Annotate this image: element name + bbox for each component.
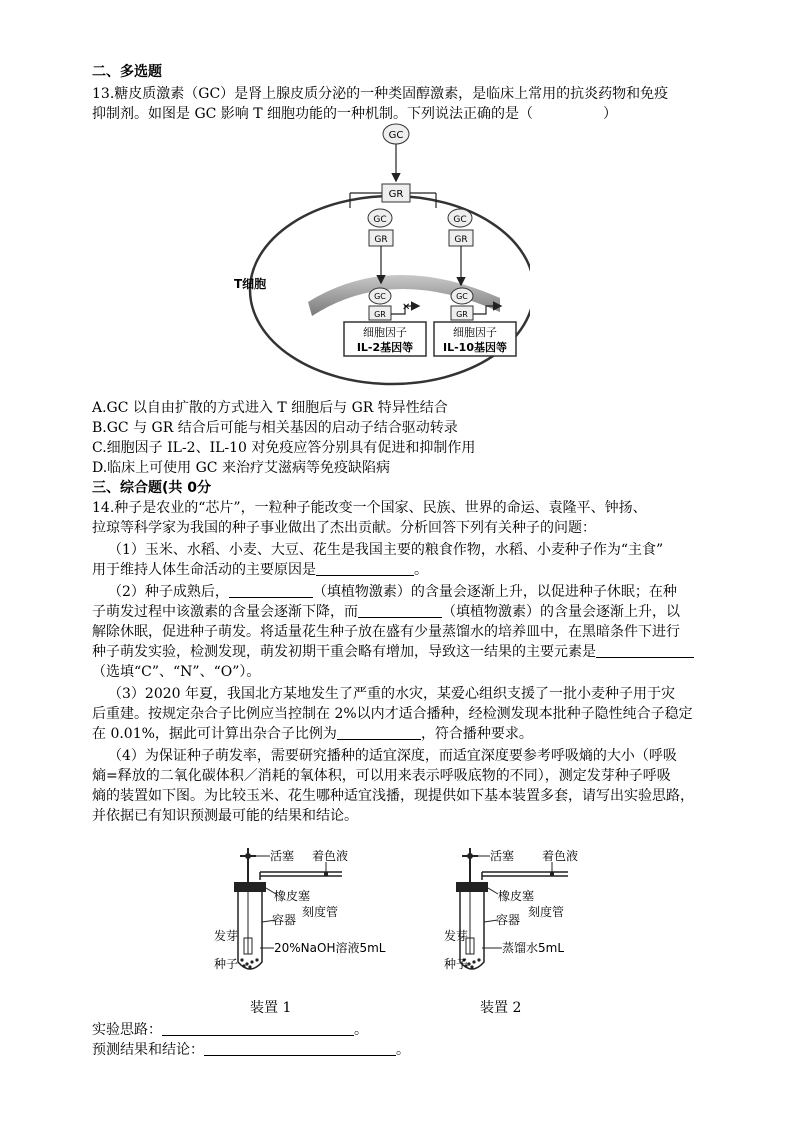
experiment-idea-label: 实验思路： xyxy=(92,1022,162,1038)
q14-intro-line1: 14.种子是农业的“芯片”，一粒种子能改变一个国家、民族、世界的命运、袁隆平、钟扬、 xyxy=(92,500,647,516)
q14-part1-line2 xyxy=(92,560,742,580)
apparatus-1-diagram xyxy=(212,842,412,992)
apparatus-2-diagram xyxy=(444,842,624,992)
label-seeds-2b: 种子 xyxy=(444,957,469,971)
q14-part2-text-b: （填植物激素）的含量会逐渐上升，以促进种子休眠；在种 xyxy=(312,584,677,600)
answer-blank-idea[interactable] xyxy=(162,1021,354,1036)
q14-part1-text: 用于维持人体生命活动的主要原因是 xyxy=(92,562,316,578)
q14-part3-text-b: ，符合播种要求。 xyxy=(420,726,533,742)
label-seeds-1a: 发芽 xyxy=(214,929,239,943)
prediction-label: 预测结果和结论： xyxy=(92,1042,204,1058)
gc-inner-right-label: GC xyxy=(456,292,468,301)
gc-t-cell-diagram xyxy=(230,122,530,390)
experiment-idea-end: 。 xyxy=(354,1022,368,1038)
q14-part2-line5: （选填“C”、“N”、“O”）。 xyxy=(92,664,261,680)
gr-inner-right-label: GR xyxy=(456,310,468,319)
gc-top-label: GC xyxy=(388,130,404,141)
answer-blank-1[interactable] xyxy=(316,561,414,576)
gr-inner-left-label: GR xyxy=(374,310,386,319)
experiment-idea-line xyxy=(92,1020,742,1040)
q13-option-a: A.GC 以自由扩散的方式进入 T 细胞后与 GR 特异性结合 xyxy=(92,400,448,416)
gr-right-label: GR xyxy=(454,235,468,245)
q14-part2-line1 xyxy=(108,582,758,602)
gr-left-label: GR xyxy=(374,235,388,245)
t-cell-label: T细胞 xyxy=(234,277,267,291)
label-scale-tube-2: 刻度管 xyxy=(528,905,565,919)
q14-part3-line2: 后重建。按规定杂合子比例应当控制在 2%以内才适合播种，经检测发现本批种子隐性纯合子稳定 xyxy=(92,706,693,722)
label-stopper-1: 橡皮塞 xyxy=(274,889,311,903)
answer-blank-2[interactable] xyxy=(229,583,313,598)
prediction-line xyxy=(92,1040,742,1060)
q14-intro-line2: 拉琼等科学家为我国的种子事业做出了杰出贡献。分析回答下列有关种子的问题： xyxy=(92,520,596,536)
blocked-mark-icon: ✕ xyxy=(402,302,411,313)
q14-part1-end: 。 xyxy=(414,562,428,578)
q14-part2-text-a: （2）种子成熟后， xyxy=(108,584,229,600)
label-distilled-water: 蒸馏水5mL xyxy=(502,941,565,955)
q13-option-c: C.细胞因子 IL-2、IL-10 对免疫应答分别具有促进和抑制作用 xyxy=(92,440,476,456)
q13-option-b: B.GC 与 GR 结合后可能与相关基因的启动子结合驱动转录 xyxy=(92,420,458,436)
gc-left-label: GC xyxy=(373,215,387,225)
q14-part2-text-d: （填植物激素）的含量会逐渐上升，以 xyxy=(442,604,680,620)
q14-part3-line1: （3）2020 年夏，我国北方某地发生了严重的水灾，某爱心组织支援了一批小麦种子用于灾 xyxy=(108,686,675,702)
q13-option-d: D.临床上可使用 GC 来治疗艾滋病等免疫缺陷病 xyxy=(92,460,390,476)
q14-part3-text-a: 在 0.01%，据此可计算出杂合子比例为 xyxy=(92,726,337,742)
q14-part2-text-e: 种子萌发实验，检测发现，萌发初期干重会略有增加，导致这一结果的主要元素是 xyxy=(92,644,596,660)
gr-top-label: GR xyxy=(388,189,404,200)
gene-box-il2-line1: 细胞因子 xyxy=(363,326,407,339)
label-stopcock-1: 活塞 xyxy=(270,849,295,863)
q14-part1-line1: （1）玉米、水稻、小麦、大豆、花生是我国主要的粮食作物，水稻、小麦种子作为“主食” xyxy=(108,542,664,558)
gene-box-il10-line1: 细胞因子 xyxy=(453,326,497,339)
label-seeds-1b: 种子 xyxy=(214,957,239,971)
prediction-end: 。 xyxy=(396,1042,410,1058)
q14-part2-text-c: 子萌发过程中该激素的含量会逐渐下降，而 xyxy=(92,604,358,620)
q14-part2-line2 xyxy=(92,602,742,622)
gene-box-il2-line2: IL-2基因等 xyxy=(356,341,414,354)
q14-part2-line3: 解除休眠，促进种子萌发。将适量花生种子放在盛有少量蒸馏水的培养皿中，在黑暗条件下进行 xyxy=(92,624,680,640)
answer-blank-4[interactable] xyxy=(596,643,694,658)
gc-right-label: GC xyxy=(453,215,467,225)
gc-inner-left-label: GC xyxy=(374,292,386,301)
caption-device-2: 装置 2 xyxy=(480,1000,522,1016)
label-seeds-2a: 发芽 xyxy=(444,929,469,943)
label-dye-2: 着色液 xyxy=(542,849,579,863)
q14-part4-line3: 熵的装置如下图。为比较玉米、花生哪种适宜浅播，现提供如下基本装置多套，请写出实验思路， xyxy=(92,788,694,804)
q14-part4-line1: （4）为保证种子萌发率，需要研究播种的适宜深度，而适宜深度要参考呼吸熵的大小（呼吸 xyxy=(108,748,677,764)
q14-part4-line2: 熵=释放的二氧化碳体积／消耗的氧体积，可以用来表示呼吸底物的不同），测定发芽种子呼吸 xyxy=(92,768,671,784)
answer-blank-prediction[interactable] xyxy=(204,1041,396,1056)
q13-stem-line2: 抑制剂。如图是 GC 影响 T 细胞功能的一种机制。下列说法正确的是（ ） xyxy=(92,106,618,122)
gene-box-il10-line2: IL-10基因等 xyxy=(443,341,507,354)
label-container-1: 容器 xyxy=(272,913,297,927)
q14-part4-line4: 并依据已有知识预测最可能的结果和结论。 xyxy=(92,808,358,824)
label-naoh-solution: 20%NaOH溶液5mL xyxy=(274,941,386,955)
label-container-2: 容器 xyxy=(496,913,521,927)
section-title-comprehensive: 三、综合题(共 0分 xyxy=(92,480,212,496)
caption-device-1: 装置 1 xyxy=(250,1000,292,1016)
section-title-multiple-choice: 二、多选题 xyxy=(92,64,162,80)
answer-blank-5[interactable] xyxy=(337,725,421,740)
label-scale-tube-1: 刻度管 xyxy=(302,905,339,919)
answer-blank-3[interactable] xyxy=(358,603,442,618)
label-stopper-2: 橡皮塞 xyxy=(498,889,535,903)
label-dye-1: 着色液 xyxy=(312,849,349,863)
q13-stem-line1: 13.糖皮质激素（GC）是肾上腺皮质分泌的一种类固醇激素，是临床上常用的抗炎药物和免疫 xyxy=(92,86,669,102)
q14-part3-line3 xyxy=(92,724,742,744)
label-stopcock-2: 活塞 xyxy=(490,849,515,863)
q14-part2-line4 xyxy=(92,642,742,662)
